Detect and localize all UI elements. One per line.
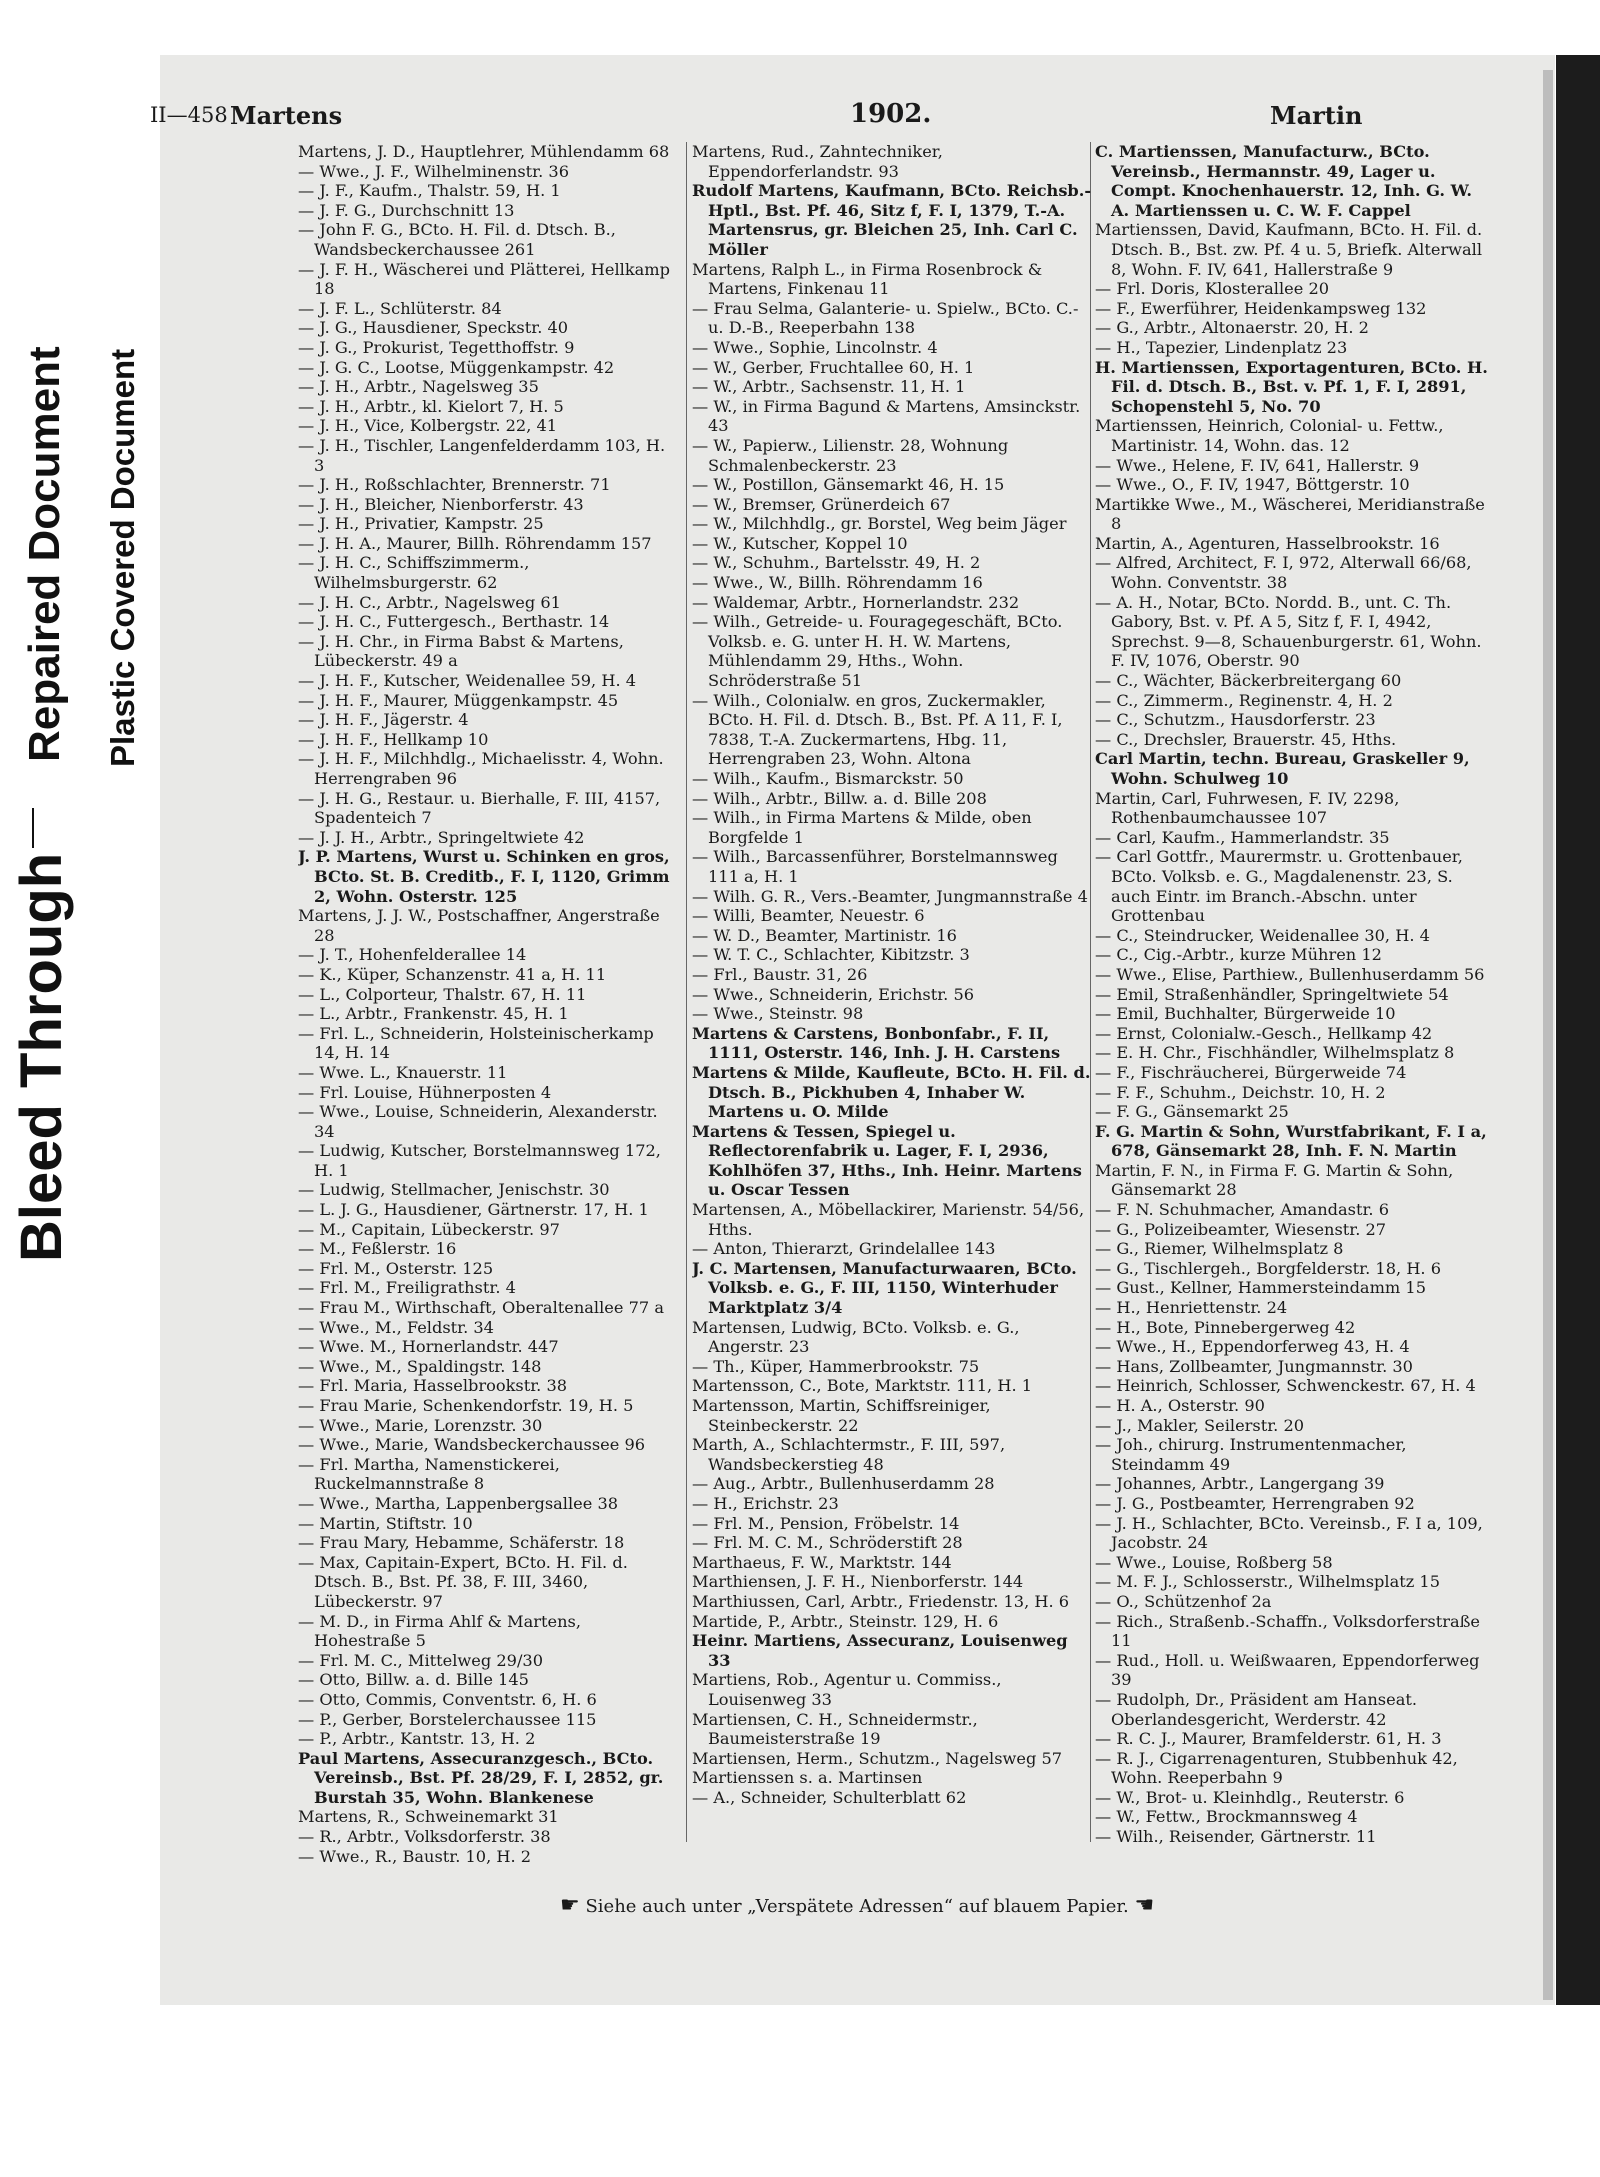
directory-entry: Martens & Tessen, Spiegel u. Reflectorenfabrik u. Lager, F. I, 2936, Kohlhöfen 37, Hths., Inh. Heinr. Martens u. Oscar Tessen bbox=[692, 1121, 1082, 1200]
directory-entry: — C., Drechsler, Brauerstr. 45, Hths. bbox=[1095, 729, 1397, 749]
directory-entry: Martens, R., Schweinemarkt 31 bbox=[298, 1807, 559, 1827]
directory-entry: — Wilh., Barcassenführer, Borstelmannsweg 111 a, H. 1 bbox=[692, 847, 1058, 886]
directory-entry: — O., Schützenhof 2a bbox=[1095, 1591, 1272, 1611]
directory-entry: — J. H., Vice, Kolbergstr. 22, 41 bbox=[298, 416, 558, 436]
directory-entry: — J. H. F., Hellkamp 10 bbox=[298, 729, 489, 749]
directory-entry: — J. H. F., Maurer, Müggenkampstr. 45 bbox=[298, 690, 619, 710]
directory-entry: — F. G., Gänsemarkt 25 bbox=[1095, 1102, 1289, 1122]
column-rule-1 bbox=[686, 142, 687, 1842]
directory-entry: — Carl Gottfr., Maurermstr. u. Grottenbauer, BCto. Volksb. e. G., Magdalenenstr. 23, S. auch Eintr. im Branch.-Abschn. unter Grottenbau bbox=[1095, 847, 1463, 926]
directory-entry: — W., in Firma Bagund & Martens, Amsinckstr. 43 bbox=[692, 396, 1081, 436]
directory-entry: — J. H. F., Milchhdlg., Michaelisstr. 4, Wohn. Herrengraben 96 bbox=[298, 749, 664, 788]
directory-entry: Marthiensen, J. F. H., Nienborferstr. 144 bbox=[692, 1572, 1024, 1592]
directory-entry: — J. H., Tischler, Langenfelderdamm 103, H. 3 bbox=[298, 435, 666, 475]
pointing-hand-right-icon: ☚ bbox=[1134, 1893, 1155, 1918]
directory-entry: — Wwe. M., Hornerlandstr. 447 bbox=[298, 1337, 559, 1357]
directory-entry: — Rich., Straßenb.-Schaffn., Volksdorferstraße 11 bbox=[1095, 1611, 1480, 1651]
directory-entry: — Wwe., O., F. IV, 1947, Böttgerstr. 10 bbox=[1095, 475, 1410, 495]
directory-entry: — Joh., chirurg. Instrumentenmacher, Steindamm 49 bbox=[1095, 1435, 1407, 1474]
directory-entry: — Wwe., Louise, Schneiderin, Alexanderstr. 34 bbox=[298, 1102, 658, 1141]
directory-entry: — Waldemar, Arbtr., Hornerlandstr. 232 bbox=[692, 592, 1020, 612]
directory-entry: — G., Polizeibeamter, Wiesenstr. 27 bbox=[1095, 1219, 1387, 1239]
directory-entry: — Wilh., Colonialw. en gros, Zuckermakler, BCto. H. Fil. d. Dtsch. B., Bst. Pf. A 11, F. I, 7838, T.-A. Zuckermartens, Hbg. 11, Herrengraben 23, Wohn. Altona bbox=[692, 690, 1063, 769]
directory-entry: — H., Tapezier, Lindenplatz 23 bbox=[1095, 337, 1348, 357]
repaired-document-label: Repaired Document bbox=[20, 346, 69, 762]
directory-entry: Martens, Ralph L., in Firma Rosenbrock & Martens, Finkenau 11 bbox=[692, 259, 1043, 299]
directory-entry: — M. D., in Firma Ahlf & Martens, Hohestraße 5 bbox=[298, 1611, 581, 1651]
directory-entry: — Wilh., Arbtr., Billw. a. d. Bille 208 bbox=[692, 788, 987, 808]
directory-entry: — W., Postillon, Gänsemarkt 46, H. 15 bbox=[692, 475, 1005, 495]
directory-entry: — Frl. M., Osterstr. 125 bbox=[298, 1258, 494, 1278]
directory-entry: — W., Fettw., Brockmannsweg 4 bbox=[1095, 1807, 1358, 1827]
directory-entry: Martensen, A., Möbellackirer, Marienstr. 54/56, Hths. bbox=[692, 1200, 1085, 1239]
directory-entry: — K., Küper, Schanzenstr. 41 a, H. 11 bbox=[298, 964, 607, 984]
directory-entry: — Frl. L., Schneiderin, Holsteinischerkamp 14, H. 14 bbox=[298, 1023, 654, 1063]
directory-entry: — Martin, Stiftstr. 10 bbox=[298, 1513, 473, 1533]
directory-entry: — Frl. Louise, Hühnerposten 4 bbox=[298, 1082, 552, 1102]
directory-entry: — Frl. M., Pension, Fröbelstr. 14 bbox=[692, 1513, 960, 1533]
directory-entry: — Ernst, Colonialw.-Gesch., Hellkamp 42 bbox=[1095, 1023, 1433, 1043]
directory-entry: — Wwe. L., Knauerstr. 11 bbox=[298, 1062, 508, 1082]
directory-entry: — J. G. C., Lootse, Müggenkampstr. 42 bbox=[298, 357, 615, 377]
directory-entry: J. C. Martensen, Manufacturwaaren, BCto. Volksb. e. G., F. III, 1150, Winterhuder Marktplatz 3/4 bbox=[692, 1258, 1077, 1318]
directory-entry: — W., Papierw., Lilienstr. 28, Wohnung Schmalenbeckerstr. 23 bbox=[692, 435, 1009, 475]
directory-entry: — Ludwig, Stellmacher, Jenischstr. 30 bbox=[298, 1180, 610, 1200]
directory-entry: — G., Arbtr., Altonaerstr. 20, H. 2 bbox=[1095, 318, 1369, 338]
page-number: II—458 bbox=[150, 103, 228, 127]
directory-entry: — P., Arbtr., Kantstr. 13, H. 2 bbox=[298, 1729, 536, 1749]
directory-entry: — J. J. H., Arbtr., Springeltwiete 42 bbox=[298, 827, 585, 847]
directory-entry: — W., Bremser, Grünerdeich 67 bbox=[692, 494, 951, 514]
directory-entry: — Wwe., H., Eppendorferweg 43, H. 4 bbox=[1095, 1337, 1410, 1357]
directory-entry: Carl Martin, techn. Bureau, Graskeller 9, Wohn. Schulweg 10 bbox=[1095, 749, 1470, 788]
header-right-keyword: Martin bbox=[1270, 101, 1363, 130]
directory-entry: — C., Zimmerm., Reginenstr. 4, H. 2 bbox=[1095, 690, 1393, 710]
directory-entry: — W., Brot- u. Kleinhdlg., Reuterstr. 6 bbox=[1095, 1787, 1405, 1807]
directory-entry: Marthaeus, F. W., Marktstr. 144 bbox=[692, 1552, 952, 1572]
directory-entry: F. G. Martin & Sohn, Wurstfabrikant, F. I a, 678, Gänsemarkt 28, Inh. F. N. Martin bbox=[1095, 1121, 1487, 1161]
directory-entry: — C., Cig.-Arbtr., kurze Mühren 12 bbox=[1095, 945, 1382, 965]
directory-entry: Martin, Carl, Fuhrwesen, F. IV, 2298, Rothenbaumchaussee 107 bbox=[1095, 788, 1400, 828]
header-left-keyword: Martens bbox=[230, 101, 343, 130]
directory-entry: — L., Colporteur, Thalstr. 67, H. 11 bbox=[298, 984, 587, 1004]
directory-entry: — M., Capitain, Lübeckerstr. 97 bbox=[298, 1219, 560, 1239]
directory-entry: — Otto, Billw. a. d. Bille 145 bbox=[298, 1670, 529, 1690]
directory-entry: — Wwe., Marie, Wandsbeckerchaussee 96 bbox=[298, 1435, 646, 1455]
directory-entry: — Frl. Martha, Namenstickerei, Ruckelmannstraße 8 bbox=[298, 1454, 560, 1494]
directory-entry: — Wwe., Marie, Lorenzstr. 30 bbox=[298, 1415, 543, 1435]
directory-entry: — Wilh., Getreide- u. Fouragegeschäft, BCto. Volksb. e. G. unter H. H. W. Martens, Mühlendamm 29, Hths., Wohn. Schröderstraße 51 bbox=[692, 612, 1063, 691]
directory-entry: — Emil, Buchhalter, Bürgerweide 10 bbox=[1095, 1004, 1396, 1024]
directory-entry: — J. H. A., Maurer, Billh. Röhrendamm 157 bbox=[298, 533, 652, 553]
directory-entry: C. Martienssen, Manufacturw., BCto. Vereinsb., Hermannstr. 49, Lager u. Compt. Knochenhauerstr. 12, Inh. G. W. A. Martienssen u. C. W. F. Cappel bbox=[1095, 142, 1472, 220]
directory-entry: Martikke Wwe., M., Wäscherei, Meridianstraße 8 bbox=[1095, 494, 1485, 534]
footer-note: Siehe auch unter „Verspätete Adressen“ auf blauem Papier. bbox=[585, 1896, 1129, 1917]
directory-entry: — J. H. Chr., in Firma Babst & Martens, Lübeckerstr. 49 a bbox=[298, 631, 624, 671]
directory-entry: — W., Milchhdlg., gr. Borstel, Weg beim Jäger bbox=[692, 514, 1067, 534]
header-year: 1902. bbox=[850, 99, 932, 129]
directory-entry: — Frl. M., Freiligrathstr. 4 bbox=[298, 1278, 516, 1298]
directory-entry: — Th., Küper, Hammerbrookstr. 75 bbox=[692, 1356, 980, 1376]
directory-entry: — P., Gerber, Borstelerchaussee 115 bbox=[298, 1709, 597, 1729]
directory-entry: Martienssen, Heinrich, Colonial- u. Fettw., Martinistr. 14, Wohn. das. 12 bbox=[1095, 416, 1444, 455]
directory-entry: — C., Wächter, Bäckerbreitergang 60 bbox=[1095, 671, 1402, 691]
directory-entry: — W., Gerber, Fruchtallee 60, H. 1 bbox=[692, 357, 975, 377]
directory-entry: — Wilh., Kaufm., Bismarckstr. 50 bbox=[692, 769, 964, 788]
directory-entry: — Hans, Zollbeamter, Jungmannstr. 30 bbox=[1095, 1356, 1413, 1376]
directory-entry: Martensson, Martin, Schiffsreiniger, Steinbeckerstr. 22 bbox=[692, 1396, 991, 1435]
directory-entry: Martensen, Ludwig, BCto. Volksb. e. G., Angerstr. 23 bbox=[692, 1317, 1020, 1357]
directory-entry: Marthiussen, Carl, Arbtr., Friedenstr. 13, H. 6 bbox=[692, 1591, 1070, 1611]
directory-entry: — Frau M., Wirthschaft, Oberaltenallee 77 a bbox=[298, 1298, 664, 1318]
directory-entry: — L., Arbtr., Frankenstr. 45, H. 1 bbox=[298, 1004, 569, 1024]
directory-entry: — W., Kutscher, Koppel 10 bbox=[692, 533, 908, 553]
directory-entry: — Rud., Holl. u. Weißwaaren, Eppendorferweg 39 bbox=[1095, 1650, 1480, 1690]
directory-entry: — Carl, Kaufm., Hammerlandstr. 35 bbox=[1095, 827, 1390, 847]
directory-entry: — J. H., Privatier, Kampstr. 25 bbox=[298, 514, 544, 534]
directory-entry: — G., Riemer, Wilhelmsplatz 8 bbox=[1095, 1239, 1344, 1259]
directory-entry: — H., Erichstr. 23 bbox=[692, 1493, 839, 1513]
directory-entry: — Frl., Baustr. 31, 26 bbox=[692, 964, 868, 984]
directory-entry: — Wwe., M., Spaldingstr. 148 bbox=[298, 1356, 542, 1376]
directory-entry: — Frl. M. C., Mittelweg 29/30 bbox=[298, 1650, 543, 1670]
directory-entry: — R., Arbtr., Volksdorferstr. 38 bbox=[298, 1827, 551, 1847]
directory-entry: Martens, Rud., Zahntechniker, Eppendorferlandstr. 93 bbox=[692, 142, 943, 181]
directory-entry: H. Martienssen, Exportagenturen, BCto. H. Fil. d. Dtsch. B., Bst. v. Pf. 1, F. I, 2891, Schopenstehl 5, No. 70 bbox=[1095, 357, 1488, 416]
directory-entry: — Wilh., Reisender, Gärtnerstr. 11 bbox=[1095, 1827, 1377, 1847]
directory-entry: — Wwe., Martha, Lappenbergsallee 38 bbox=[298, 1493, 619, 1513]
directory-entry: — Wwe., W., Billh. Röhrendamm 16 bbox=[692, 573, 983, 593]
directory-entry: Marth, A., Schlachtermstr., F. III, 597, Wandsbeckerstieg 48 bbox=[692, 1435, 1006, 1474]
directory-entry: Martiensen, Herm., Schutzm., Nagelsweg 57 bbox=[692, 1748, 1063, 1768]
directory-entry: — J. H. F., Jägerstr. 4 bbox=[298, 710, 469, 730]
directory-entry: — J. H., Arbtr., kl. Kielort 7, H. 5 bbox=[298, 396, 564, 416]
directory-entry: — Frl. M. C. M., Schröderstift 28 bbox=[692, 1533, 963, 1553]
directory-entry: — Alfred, Architect, F. I, 972, Alterwall 66/68, Wohn. Conventstr. 38 bbox=[1095, 553, 1472, 593]
directory-entry: — Heinrich, Schlosser, Schwenckestr. 67, H. 4 bbox=[1095, 1376, 1476, 1396]
directory-entry: — Wilh., in Firma Martens & Milde, oben Borgfelde 1 bbox=[692, 808, 1032, 847]
directory-entry: Martens & Carstens, Bonbonfabr., F. II, 1111, Osterstr. 146, Inh. J. H. Carstens bbox=[692, 1023, 1061, 1063]
directory-entry: — Wwe., Sophie, Lincolnstr. 4 bbox=[692, 337, 938, 357]
directory-entry: — Otto, Commis, Conventstr. 6, H. 6 bbox=[298, 1689, 597, 1709]
directory-entry: — Frl. Doris, Klosterallee 20 bbox=[1095, 279, 1330, 299]
directory-entry: — J. F. G., Durchschnitt 13 bbox=[298, 200, 515, 220]
directory-entry: Martienssen, David, Kaufmann, BCto. H. Fil. d. Dtsch. B., Bst. zw. Pf. 4 u. 5, Briefk. Alterwall 8, Wohn. F. IV, 641, Hallerstraße 9 bbox=[1095, 220, 1483, 279]
directory-column-2 bbox=[692, 142, 1092, 1887]
directory-entry: — A., Schneider, Schulterblatt 62 bbox=[692, 1787, 967, 1807]
directory-entry: — Emil, Straßenhändler, Springeltwiete 54 bbox=[1095, 984, 1449, 1004]
directory-entry: — C., Steindrucker, Weidenallee 30, H. 4 bbox=[1095, 925, 1430, 945]
directory-entry: Paul Martens, Assecuranzgesch., BCto. Vereinsb., Bst. Pf. 28/29, F. I, 2852, gr. Burstah 35, Wohn. Blankenese bbox=[298, 1748, 664, 1807]
directory-entry: — F., Ewerführer, Heidenkampsweg 132 bbox=[1095, 298, 1427, 318]
page-header bbox=[150, 95, 1530, 135]
directory-entry: Martiensen, C. H., Schneidermstr., Baumeisterstraße 19 bbox=[692, 1709, 978, 1749]
directory-entry: — Ludwig, Kutscher, Borstelmannsweg 172, H. 1 bbox=[298, 1141, 661, 1180]
directory-entry: — G., Tischlergeh., Borgfelderstr. 18, H. 6 bbox=[1095, 1258, 1442, 1278]
directory-entry: — M. F. J., Schlosserstr., Wilhelmsplatz 15 bbox=[1095, 1572, 1441, 1592]
pointing-hand-left-icon: ☛ bbox=[560, 1893, 580, 1918]
bleed-through-label: Bleed Through bbox=[9, 852, 74, 1262]
directory-entry: — Wwe., Elise, Parthiew., Bullenhuserdamm 56 bbox=[1095, 964, 1485, 984]
directory-column-1 bbox=[298, 142, 680, 1887]
page-edge-dark bbox=[1556, 55, 1600, 2005]
directory-entry: — Frau Mary, Hebamme, Schäferstr. 18 bbox=[298, 1533, 625, 1553]
plastic-covered-label: Plastic Covered Document bbox=[104, 348, 141, 767]
directory-entry: — Frau Selma, Galanterie- u. Spielw., BCto. C.- u. D.-B., Reeperbahn 138 bbox=[692, 298, 1079, 338]
directory-entry: — Rudolph, Dr., Präsident am Hanseat. Oberlandesgericht, Werderstr. 42 bbox=[1095, 1689, 1417, 1729]
directory-entry: — J. H. F., Kutscher, Weidenallee 59, H. 4 bbox=[298, 671, 637, 691]
directory-entry: — H. A., Osterstr. 90 bbox=[1095, 1396, 1265, 1415]
directory-entry: — W. T. C., Schlachter, Kibitzstr. 3 bbox=[692, 945, 970, 965]
directory-entry: Heinr. Martiens, Assecuranz, Louisenweg 33 bbox=[692, 1631, 1068, 1670]
directory-entry: — Wwe., Steinstr. 98 bbox=[692, 1004, 864, 1024]
directory-entry: Martensson, C., Bote, Marktstr. 111, H. 1 bbox=[692, 1376, 1033, 1396]
directory-entry: — J. T., Hohenfelderallee 14 bbox=[298, 945, 527, 965]
page-footer bbox=[560, 1893, 1360, 1923]
directory-entry: Martens, J. D., Hauptlehrer, Mühlendamm 68 bbox=[298, 142, 670, 161]
directory-entry: — J. G., Hausdiener, Speckstr. 40 bbox=[298, 318, 569, 338]
directory-entry: — F. F., Schuhm., Deichstr. 10, H. 2 bbox=[1095, 1082, 1386, 1102]
directory-entry: — F. N. Schuhmacher, Amandastr. 6 bbox=[1095, 1200, 1389, 1220]
directory-entry: — Wwe., Helene, F. IV, 641, Hallerstr. 9 bbox=[1095, 455, 1420, 475]
directory-entry: Martin, A., Agenturen, Hasselbrookstr. 16 bbox=[1095, 533, 1440, 553]
directory-entry: — A. H., Notar, BCto. Nordd. B., unt. C. Th. Gabory, Bst. v. Pf. A 5, Sitz f, F. I, 4942, Sprechst. 9—8, Schauenburgerstr. 61, Wohn. F. IV, 1076, Oberstr. 90 bbox=[1095, 592, 1482, 671]
directory-entry: Martens, J. J. W., Postschaffner, Angerstraße 28 bbox=[298, 906, 660, 945]
directory-entry: Rudolf Martens, Kaufmann, BCto. Reichsb.-Hptl., Bst. Pf. 46, Sitz f, F. I, 1379, T.-A. Martensrus, gr. Bleichen 25, Inh. Carl C. Möller bbox=[692, 181, 1092, 259]
directory-entry: — J. F. H., Wäscherei und Plätterei, Hellkamp 18 bbox=[298, 259, 670, 299]
directory-entry: — Willi, Beamter, Neuestr. 6 bbox=[692, 906, 925, 926]
directory-entry: Martienssen s. a. Martinsen bbox=[692, 1768, 923, 1788]
directory-entry: — R. C. J., Maurer, Bramfelderstr. 61, H. 3 bbox=[1095, 1729, 1442, 1749]
directory-entry: — Frl. Maria, Hasselbrookstr. 38 bbox=[298, 1376, 568, 1396]
directory-entry: — J. G., Prokurist, Tegetthoffstr. 9 bbox=[298, 337, 575, 357]
directory-entry: — H., Henriettenstr. 24 bbox=[1095, 1298, 1288, 1318]
directory-entry: — Wwe., Louise, Roßberg 58 bbox=[1095, 1552, 1333, 1572]
directory-entry: Martiens, Rob., Agentur u. Commiss., Louisenweg 33 bbox=[692, 1670, 1002, 1709]
directory-entry: — R. J., Cigarrenagenturen, Stubbenhuk 42, Wohn. Reeperbahn 9 bbox=[1095, 1748, 1458, 1788]
directory-column-3 bbox=[1095, 142, 1495, 1887]
directory-entry: — J., Makler, Seilerstr. 20 bbox=[1095, 1415, 1305, 1435]
directory-entry: — J. G., Postbeamter, Herrengraben 92 bbox=[1095, 1493, 1415, 1513]
directory-entry: Martide, P., Arbtr., Steinstr. 129, H. 6 bbox=[692, 1611, 999, 1631]
directory-entry: — H., Bote, Pinnebergerweg 42 bbox=[1095, 1317, 1356, 1337]
directory-entry: J. P. Martens, Wurst u. Schinken en gros, BCto. St. B. Creditb., F. I, 1120, Grimm 2, Wohn. Osterstr. 125 bbox=[298, 847, 670, 906]
directory-entry: — Wwe., M., Feldstr. 34 bbox=[298, 1317, 494, 1337]
directory-entry: — Max, Capitain-Expert, BCto. H. Fil. d. Dtsch. B., Bst. Pf. 38, F. III, 3460, Lübeckerstr. 97 bbox=[298, 1552, 628, 1611]
directory-entry: — J. H. C., Schiffszimmerm., Wilhelmsburgerstr. 62 bbox=[298, 553, 530, 593]
directory-entry: — J. F., Kaufm., Thalstr. 59, H. 1 bbox=[298, 181, 561, 201]
directory-entry: — J. F. L., Schlüterstr. 84 bbox=[298, 298, 502, 318]
directory-entry: — Wwe., R., Baustr. 10, H. 2 bbox=[298, 1846, 532, 1866]
directory-entry: — J. H., Arbtr., Nagelsweg 35 bbox=[298, 377, 539, 397]
directory-entry: — Wwe., J. F., Wilhelminenstr. 36 bbox=[298, 161, 570, 181]
directory-entry: Martens & Milde, Kaufleute, BCto. H. Fil. d. Dtsch. B., Pickhuben 4, Inhaber W. Martens u. O. Milde bbox=[692, 1062, 1091, 1122]
directory-entry: — W. D., Beamter, Martinistr. 16 bbox=[692, 925, 957, 945]
directory-entry: — E. H. Chr., Fischhändler, Wilhelmsplatz 8 bbox=[1095, 1043, 1455, 1063]
directory-entry: — W., Arbtr., Sachsenstr. 11, H. 1 bbox=[692, 377, 966, 397]
directory-entry: — C., Schutzm., Hausdorferstr. 23 bbox=[1095, 710, 1376, 730]
directory-entry: — Frau Marie, Schenkendorfstr. 19, H. 5 bbox=[298, 1396, 634, 1415]
directory-entry: — M., Feßlerstr. 16 bbox=[298, 1239, 457, 1259]
directory-entry: — J. H. C., Futtergesch., Berthastr. 14 bbox=[298, 612, 610, 632]
directory-entry: — Wwe., Schneiderin, Erichstr. 56 bbox=[692, 984, 975, 1004]
directory-entry: — F., Fischräucherei, Bürgerweide 74 bbox=[1095, 1062, 1407, 1082]
directory-entry: — Wilh. G. R., Vers.-Beamter, Jungmannstraße 4 bbox=[692, 886, 1088, 906]
directory-entry: — Aug., Arbtr., Bullenhuserdamm 28 bbox=[692, 1474, 995, 1494]
directory-entry: — Anton, Thierarzt, Grindelallee 143 bbox=[692, 1239, 996, 1259]
directory-entry: — W., Schuhm., Bartelsstr. 49, H. 2 bbox=[692, 553, 981, 573]
directory-entry: — Johannes, Arbtr., Langergang 39 bbox=[1095, 1474, 1385, 1494]
page-edge-shadow bbox=[1543, 70, 1553, 2000]
directory-entry: — Gust., Kellner, Hammersteindamm 15 bbox=[1095, 1278, 1427, 1298]
directory-entry: — J. H., Roßschlachter, Brennerstr. 71 bbox=[298, 475, 611, 495]
label-divider bbox=[32, 808, 34, 848]
directory-entry: — J. H., Bleicher, Nienborferstr. 43 bbox=[298, 494, 584, 514]
directory-entry: — John F. G., BCto. H. Fil. d. Dtsch. B., Wandsbeckerchaussee 261 bbox=[298, 220, 616, 259]
directory-entry: — J. H. G., Restaur. u. Bierhalle, F. III, 4157, Spadenteich 7 bbox=[298, 788, 661, 828]
directory-entry: — J. H., Schlachter, BCto. Vereinsb., F. I a, 109, Jacobstr. 24 bbox=[1095, 1513, 1483, 1553]
directory-entry: — L. J. G., Hausdiener, Gärtnerstr. 17, H. 1 bbox=[298, 1200, 649, 1220]
directory-entry: Martin, F. N., in Firma F. G. Martin & Sohn, Gänsemarkt 28 bbox=[1095, 1160, 1454, 1200]
directory-entry: — J. H. C., Arbtr., Nagelsweg 61 bbox=[298, 592, 561, 612]
